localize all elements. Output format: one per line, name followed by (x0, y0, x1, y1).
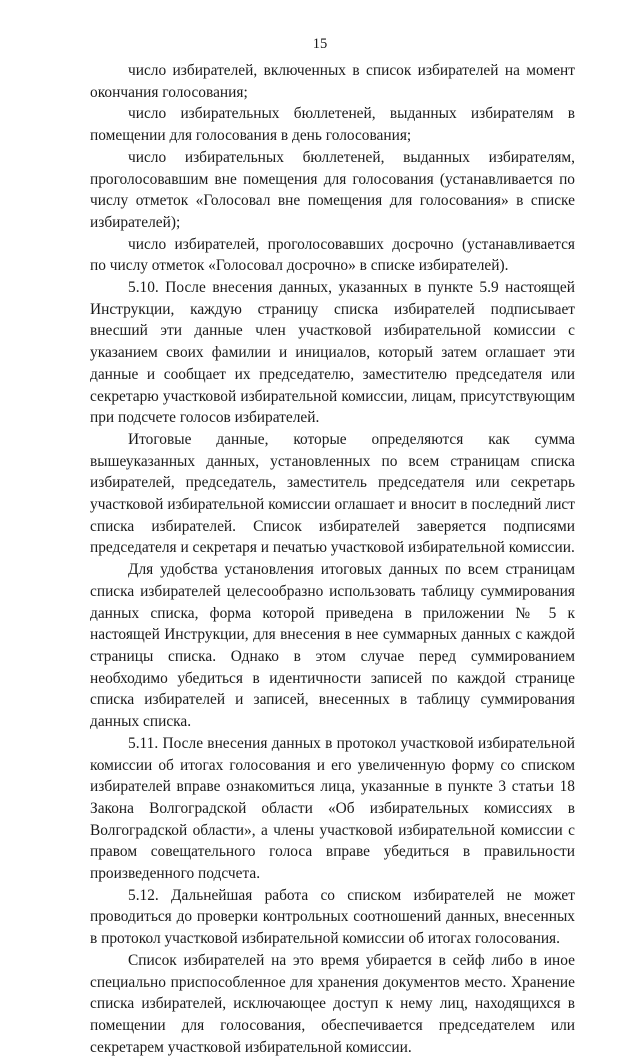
paragraph-voters-in-list: число избирателей, включенных в список избирателей на момент окончания голосования; (90, 62, 575, 101)
paragraph-5-10: 5.10. После внесения данных, указанных в пункте 5.9 настоящей Инструкции, каждую страницу списка избирателей подписывает внесший эти данные член участковой избирательной комиссии с указанием своих фамилии и инициалов, который затем оглашает эти данные и сообщает их председателю, заместителю председателя или секретарю участковой избирательной комиссии, лицам, присутствующим при подсчете голосов избирателей. (90, 279, 575, 427)
paragraph-ballots-issued-outside: число избирательных бюллетеней, выданных избирателям, проголосовавшим вне помещения для голосования (устанавливается по числу отметок «Голосовал вне помещения для голосования» в списке избирателей); (90, 148, 575, 231)
document-body (90, 60, 575, 1058)
paragraph-final-data: Итоговые данные, которые определяются как сумма вышеуказанных данных, установленных по всем страницам списка избирателей, председатель, заместитель председателя или секретарь участковой избирательной комиссии оглашает и вносит в последний лист списка избирателей. Список избирателей заверяется подписями председателя и секретаря и печатью участковой избирательной комиссии. (90, 430, 575, 557)
paragraph-5-11: 5.11. После внесения данных в протокол участковой избирательной комиссии об итогах голосования и его увеличенную форму со списком избирателей вправе ознакомиться лица, указанные в пункте 3 статьи 18 Закона Волгоградской области «Об избирательных комиссиях в Волгоградской области», а члены участковой избирательной комиссии с правом совещательного голоса вправе убедиться в правильности произведенного подсчета. (90, 734, 575, 883)
paragraph-5-12: 5.12. Дальнейшая работа со списком избирателей не может проводиться до проверки контрольных соотношений данных, внесенных в протокол участковой избирательной комиссии об итогах голосования. (90, 886, 575, 948)
paragraph-ballots-issued-in-room: число избирательных бюллетеней, выданных избирателям в помещении для голосования в день голосования; (90, 105, 575, 145)
paragraph-summation-table: Для удобства установления итоговых данных по всем страницам списка избирателей целесообразно использовать таблицу суммирования данных списка, форма которой приведена в приложении № 5 к настоящей Инструкции, для внесения в нее суммарных данных с каждой страницы списка. Однако в этом случае перед суммированием необходимо убедиться в идентичности записей по каждой странице списка избирателей и записей, внесенных в таблицу суммирования данных списка. (90, 561, 575, 731)
page-number: 15 (312, 36, 328, 52)
paragraph-safe-storage: Список избирателей на это время убирается в сейф либо в иное специально приспособленное для хранения документов место. Хранение списка избирателей, исключающее доступ к нему лиц, находящихся в помещении для голосования, обеспечивается председателем или секретарем участковой избирательной комиссии. (90, 951, 575, 1056)
paragraph-early-voters: число избирателей, проголосовавших досрочно (устанавливается по числу отметок «Голосовал досрочно» в списке избирателей). (90, 235, 575, 275)
